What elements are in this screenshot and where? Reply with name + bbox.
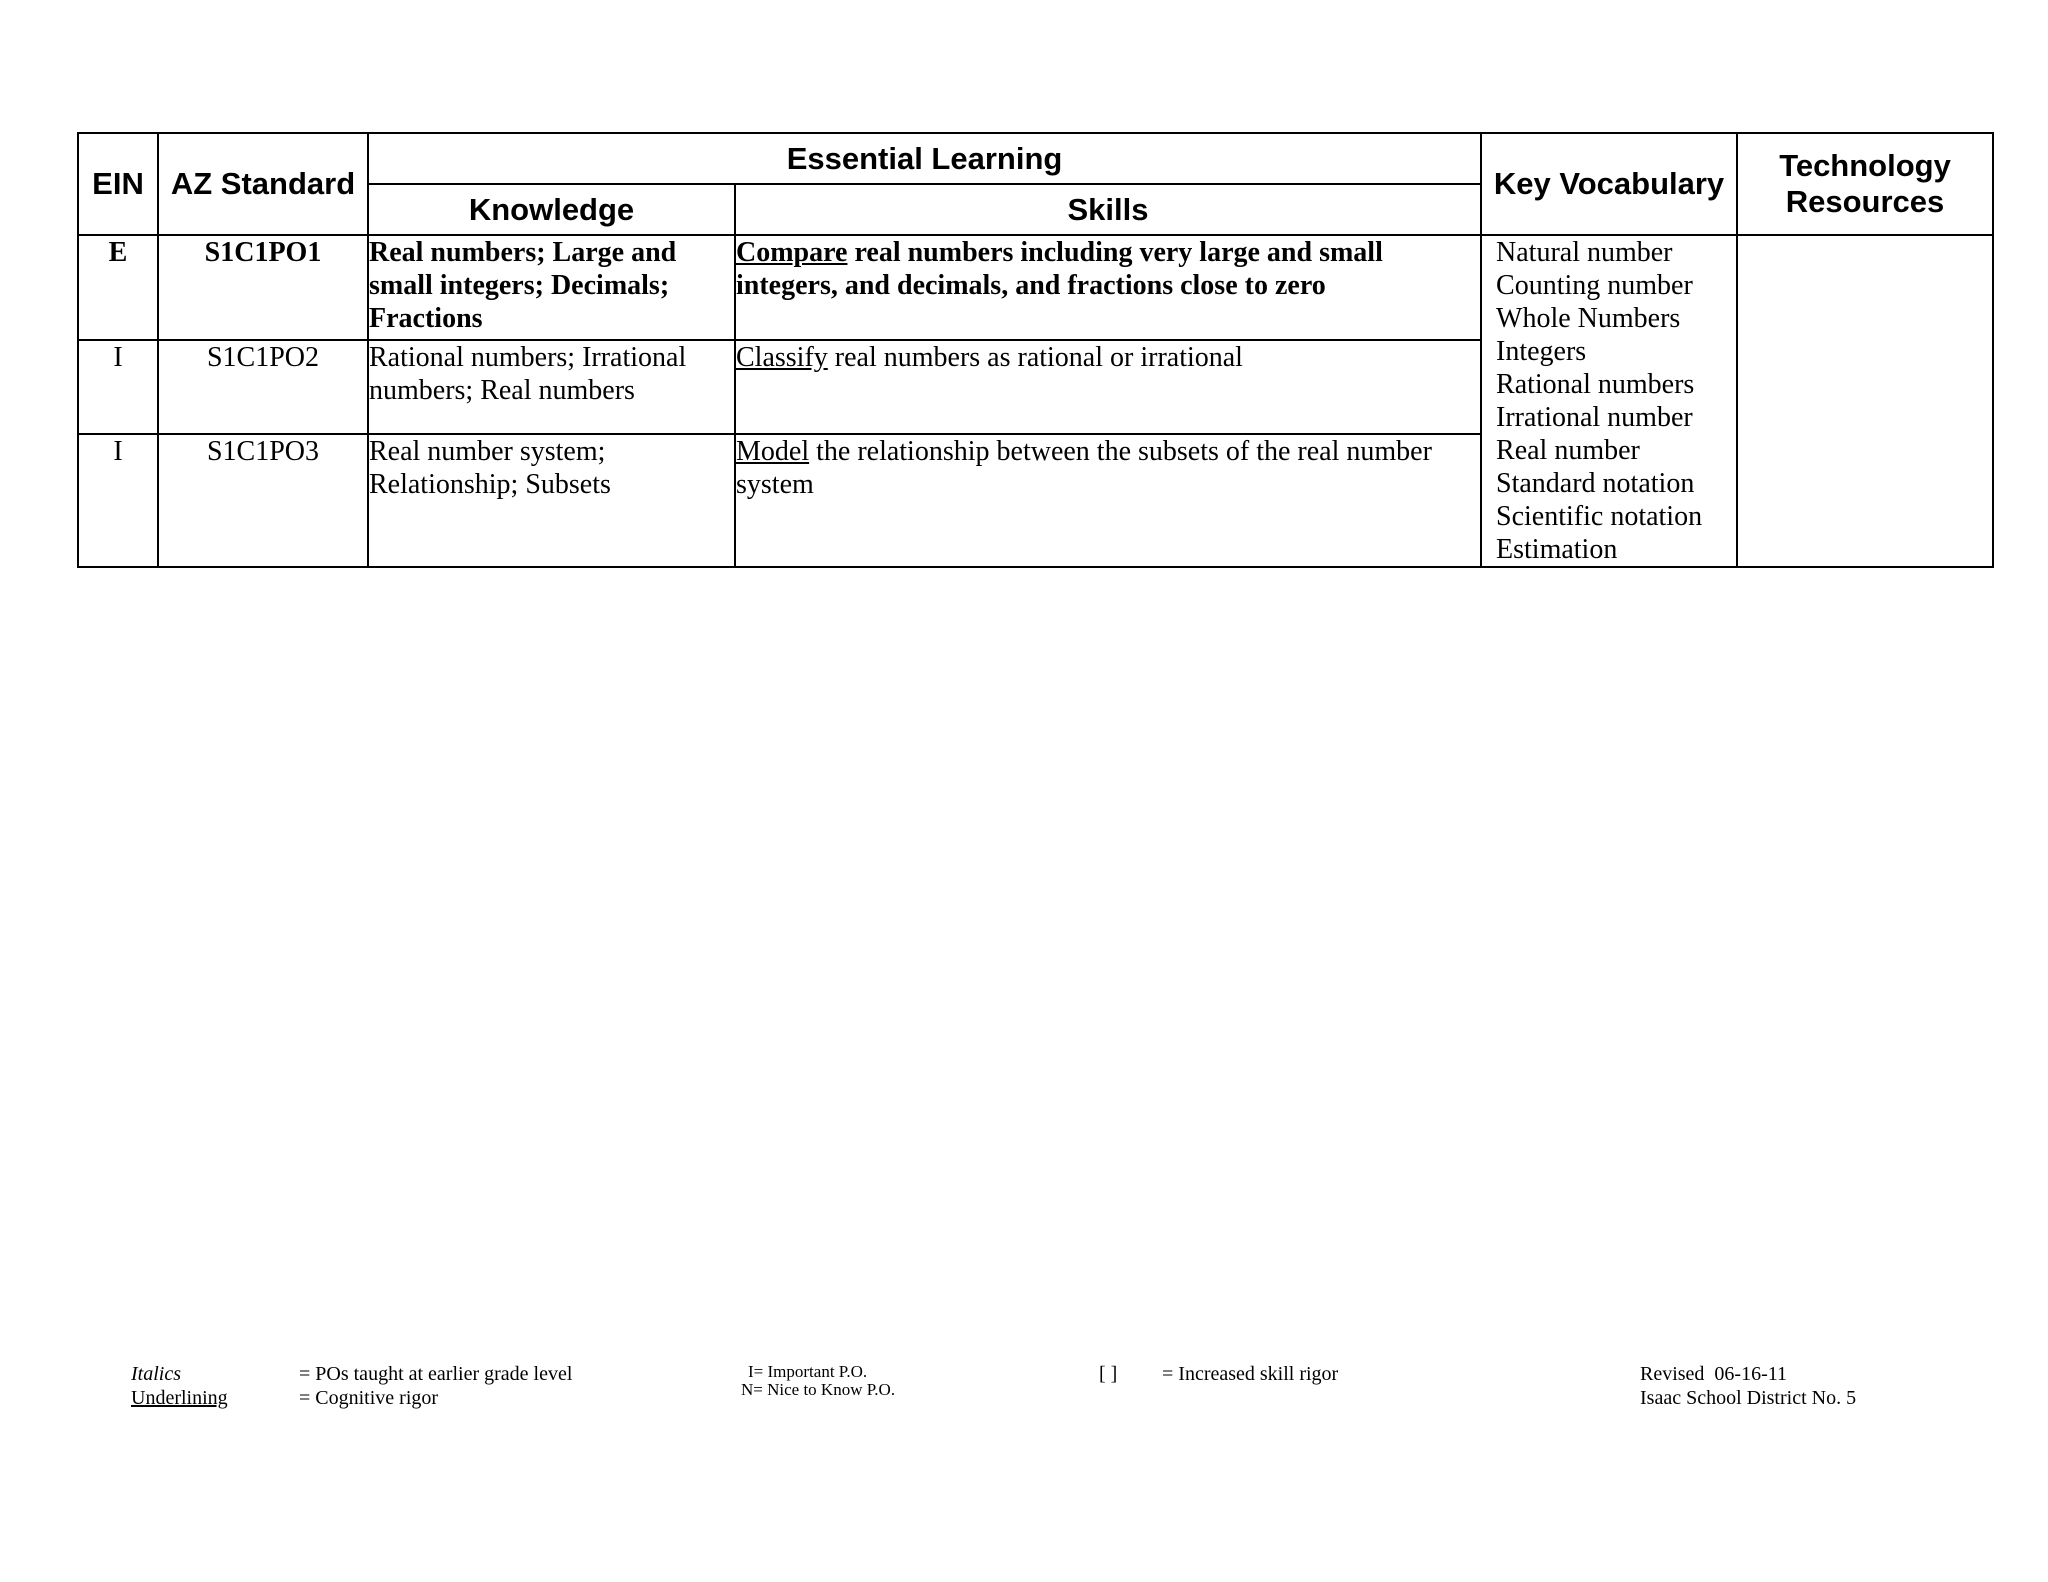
header-skills: Skills: [735, 184, 1481, 235]
legend-underlining-label: Underlining: [131, 1387, 228, 1409]
vocabulary-item: Counting number: [1496, 270, 1693, 301]
standard-cell: S1C1PO2: [158, 340, 368, 434]
district-name: Isaac School District No. 5: [1640, 1387, 1857, 1409]
vocabulary-item: Real number: [1496, 435, 1640, 466]
skill-verb: Compare: [736, 237, 848, 268]
legend-nice-to-know: N= Nice to Know P.O.: [741, 1380, 896, 1399]
ein-cell: E: [78, 235, 158, 340]
ein-cell: I: [78, 434, 158, 567]
knowledge-cell: Real numbers; Large and small integers; Decimals; Fractions: [368, 235, 735, 340]
legend-brackets-desc: = Increased skill rigor: [1162, 1363, 1339, 1385]
header-key-vocabulary: Key Vocabulary: [1481, 133, 1737, 235]
vocabulary-item: Standard notation: [1496, 468, 1695, 499]
header-essential-learning: Essential Learning: [368, 133, 1481, 184]
skill-text: real numbers as rational or irrational: [827, 341, 1243, 373]
legend-important: I= Important P.O.: [748, 1362, 868, 1381]
skill-text: real numbers including very large and small integers, and decimals, and fractions close to zero: [736, 237, 1383, 301]
skill-verb: Classify: [736, 341, 828, 373]
vocabulary-item: Irrational number: [1496, 402, 1693, 433]
legend-italics-label: Italics: [131, 1363, 181, 1385]
vocabulary-item: Natural number: [1496, 237, 1673, 268]
vocabulary-item: Estimation: [1496, 534, 1618, 565]
header-ein: EIN: [78, 133, 158, 235]
header-az-standard: AZ Standard: [158, 133, 368, 235]
vocabulary-item: Scientific notation: [1496, 501, 1703, 532]
skill-text: the relationship between the subsets of the real number system: [736, 435, 1432, 500]
legend-underlining-desc: = Cognitive rigor: [299, 1387, 439, 1409]
knowledge-cell: Real number system; Relationship; Subsets: [368, 434, 735, 567]
revised-date: Revised 06-16-11: [1640, 1363, 1788, 1385]
vocabulary-item: Integers: [1496, 336, 1587, 367]
vocabulary-item: Rational numbers: [1496, 369, 1695, 400]
header-knowledge: Knowledge: [368, 184, 735, 235]
ein-cell: I: [78, 340, 158, 434]
vocabulary-item: Whole Numbers: [1496, 303, 1681, 334]
knowledge-cell: Rational numbers; Irrational numbers; Real numbers: [368, 340, 735, 434]
legend-brackets: [ ]: [1099, 1363, 1118, 1385]
header-technology-resources: Technology Resources: [1737, 133, 1993, 235]
legend-italics-desc: = POs taught at earlier grade level: [299, 1363, 573, 1385]
standard-cell: S1C1PO1: [158, 235, 368, 340]
standard-cell: S1C1PO3: [158, 434, 368, 567]
skill-verb: Model: [736, 435, 810, 467]
